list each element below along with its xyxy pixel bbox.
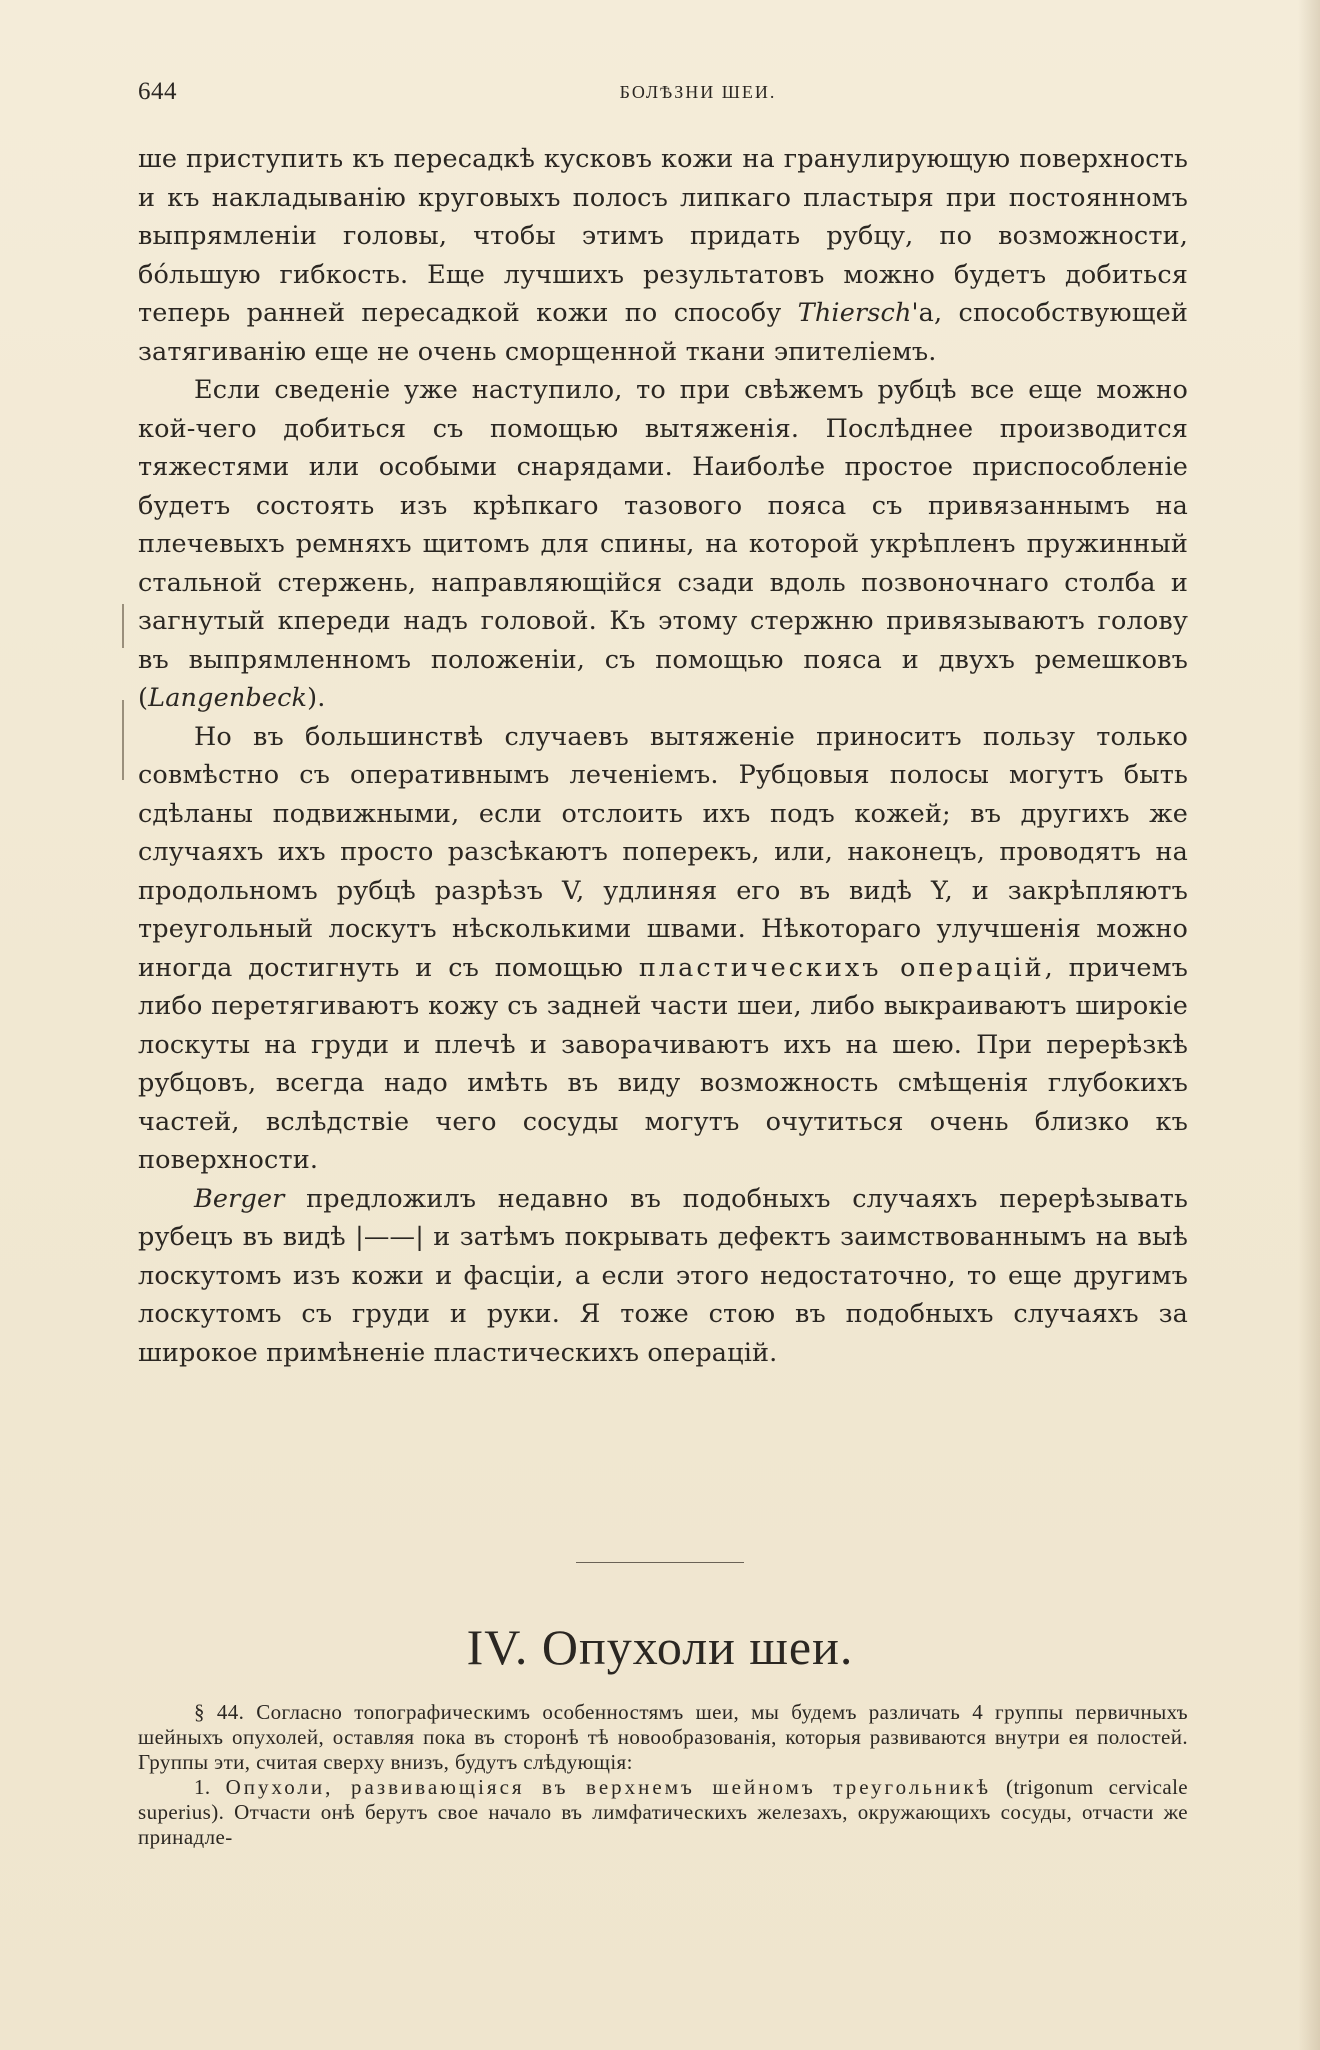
small-paragraph-2	[138, 1775, 1188, 1850]
paragraph-1-text: ше приступить къ пересадкѣ кусковъ кожи на гранулирующую поверхность и къ накладыванію круговыхъ полосъ липкаго пластыря при постоянномъ выпрямленіи головы, чтобы этимъ придать рубцу, по возможности, бóльшую гибкость. Еще лучшихъ результатовъ можно будетъ добиться теперь ранней пересадкой кожи по способу	[138, 144, 1188, 328]
binding-mark	[122, 604, 124, 648]
author-name-langenbeck: Langenbeck	[148, 683, 308, 713]
paragraph-4	[138, 1180, 1188, 1373]
paragraph-1-tail: 'а, способствующей затягиванію еще не очень сморщенной ткани эпителіемъ.	[138, 298, 1189, 367]
paragraph-4-text: предложилъ недавно въ подобныхъ случаяхъ перерѣзывать рубецъ въ видѣ |——| и затѣмъ покрывать дефектъ заимствованнымъ на выѣ лоскутомъ изъ кожи и фасціи, а если этого недостаточно, то еще другимъ лоскутомъ съ груди и руки. Я тоже стою въ подобныхъ случаяхъ за широкое примѣненіе пластическихъ операцій.	[138, 1183, 1188, 1368]
running-title: БОЛѢЗНИ ШЕИ.	[619, 82, 777, 102]
paragraph-3-tail: , причемъ либо перетягиваютъ кожу съ задней части шеи, либо выкраиваютъ широкіе лоскуты на груди и плечѣ и заворачиваютъ ихъ на шею. При перерѣзкѣ рубцовъ, всегда надо имѣть въ виду возможность смѣщенія глубокихъ частей, вслѣдствіе чего сосуды могутъ очутиться очень близко къ поверхности.	[138, 952, 1188, 1175]
spaced-heading: Опухоли, развивающіяся въ верхнемъ шейномъ треугольникѣ	[225, 1775, 992, 1799]
small-print-text	[138, 1700, 1188, 1850]
author-name-berger: Berger	[194, 1183, 285, 1214]
paragraph-2-tail: ).	[307, 683, 326, 713]
paragraph-1	[138, 140, 1188, 371]
section-heading: IV. Опухоли шеи.	[466, 1619, 854, 1675]
list-number: 1.	[194, 1775, 211, 1799]
binding-mark	[122, 700, 124, 780]
spaced-term: пластическихъ операцій	[638, 952, 1045, 983]
paragraph-3	[138, 718, 1188, 1180]
paragraph-2	[138, 371, 1188, 718]
author-name-thiersch: Thiersch	[797, 298, 912, 328]
page-header	[138, 78, 1188, 114]
paragraph-3-text: Но въ большинствѣ случаевъ вытяженіе приноситъ пользу только совмѣстно съ оперативнымъ леченіемъ. Рубцовыя полосы могутъ быть сдѣланы подвижными, если отслоить ихъ подъ кожей; въ другихъ же случаяхъ ихъ просто разсѣкаютъ поперекъ, или, наконецъ, проводятъ на продольномъ рубцѣ разрѣзъ V, удлиняя его въ видѣ Y, и закрѣпляютъ треугольный лоскутъ нѣсколькими швами. Нѣкотораго улучшенія можно иногда достигнуть и съ помощью	[138, 721, 1188, 983]
small-paragraph-2-tail: . Отчасти онѣ берутъ свое начало въ лимфатическихъ железахъ, окружающихъ сосуды, отчасти же принадле-	[138, 1800, 1188, 1849]
latin-term: (trigonum cervicale superius)	[138, 1775, 1189, 1824]
page-number: 644	[138, 78, 177, 105]
paragraph-2-text: Если сведеніе уже наступило, то при свѣжемъ рубцѣ все еще можно кой-чего добиться съ помощью вытяженія. Послѣднее производится тяжестями или особыми снарядами. Наиболѣе простое приспособленіе будетъ состоять изъ крѣпкаго тазового пояса съ привязаннымъ на плечевыхъ ремняхъ щитомъ для спины, на которой укрѣпленъ пружинный стальной стержень, направляющійся сзади вдоль позвоночнаго столба и загнутый кпереди надъ головой. Къ этому стержню привязываютъ голову въ выпрямленномъ положеніи, съ помощью пояса и двухъ ремешковъ (	[138, 375, 1188, 713]
main-text	[138, 140, 1188, 1372]
section-divider	[576, 1562, 744, 1563]
small-paragraph-1: § 44. Согласно топографическимъ особенностямъ шеи, мы будемъ различать 4 группы первичныхъ шейныхъ опухолей, оставляя пока въ сторонѣ тѣ новообразованія, которыя развиваются внутри ея полостей. Группы эти, считая сверху внизъ, будутъ слѣдующія:	[138, 1700, 1188, 1774]
